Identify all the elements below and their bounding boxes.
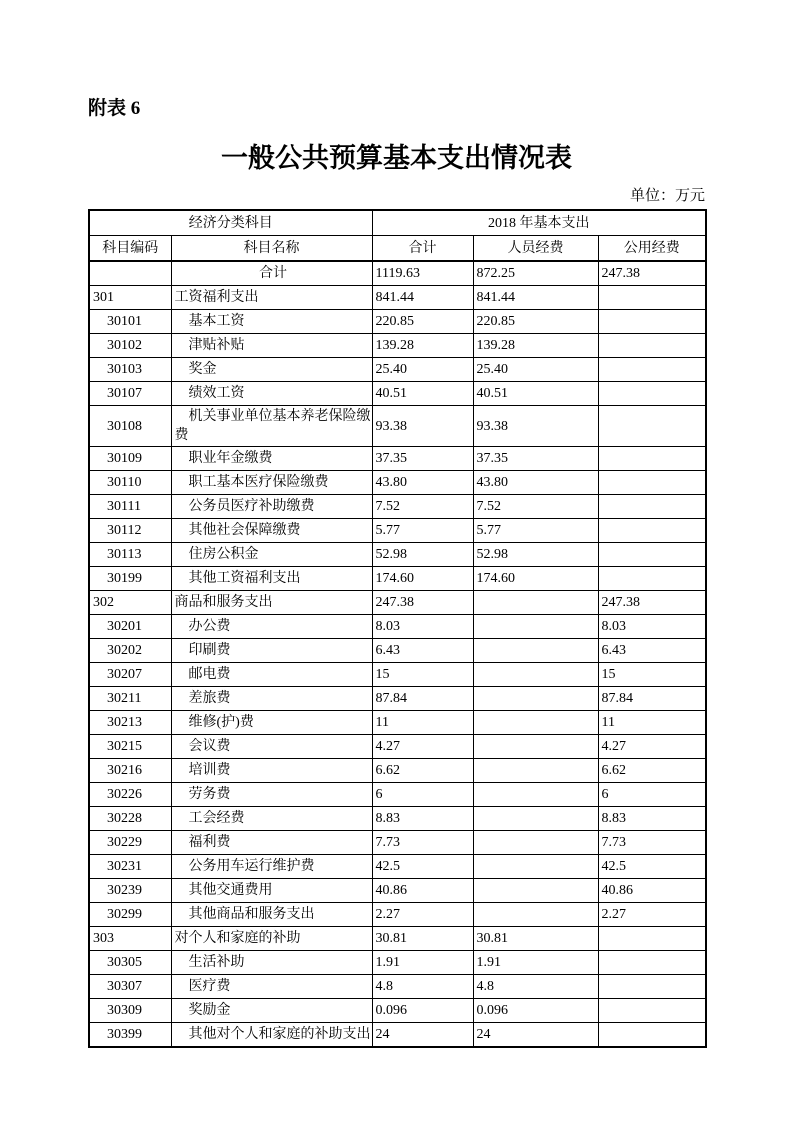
cell-code: 302 [89,591,171,615]
cell-public: 15 [598,663,706,687]
table-row [89,261,706,286]
table-row [89,286,706,310]
table-row [89,879,706,903]
col-header-subject-name: 科目名称 [171,236,372,262]
cell-total: 87.84 [372,687,473,711]
cell-personnel [473,903,598,927]
cell-personnel: 52.98 [473,543,598,567]
cell-name: 劳务费 [171,783,372,807]
table-row [89,591,706,615]
cell-total: 93.38 [372,406,473,447]
cell-name: 医疗费 [171,975,372,999]
page-title: 一般公共预算基本支出情况表 [221,143,572,173]
cell-personnel [473,879,598,903]
cell-code: 30108 [89,406,171,447]
column-header-row [89,236,706,262]
table-row [89,855,706,879]
cell-total: 15 [372,663,473,687]
table-row [89,519,706,543]
cell-name: 职业年金缴费 [171,447,372,471]
cell-total: 4.27 [372,735,473,759]
table-row [89,759,706,783]
cell-code [89,261,171,286]
cell-personnel: 174.60 [473,567,598,591]
cell-personnel [473,591,598,615]
table-row [89,382,706,406]
cell-total: 30.81 [372,927,473,951]
cell-name: 基本工资 [171,310,372,334]
cell-public [598,471,706,495]
cell-personnel: 30.81 [473,927,598,951]
cell-public [598,310,706,334]
cell-total: 40.86 [372,879,473,903]
cell-name: 奖金 [171,358,372,382]
cell-name: 工资福利支出 [171,286,372,310]
cell-personnel: 40.51 [473,382,598,406]
cell-personnel: 0.096 [473,999,598,1023]
cell-personnel: 872.25 [473,261,598,286]
cell-name: 维修(护)费 [171,711,372,735]
cell-personnel [473,639,598,663]
unit-label: 单位：万元 [629,188,705,204]
cell-public [598,927,706,951]
cell-personnel [473,711,598,735]
cell-code: 303 [89,927,171,951]
table-row [89,447,706,471]
cell-name: 差旅费 [171,687,372,711]
cell-name: 其他对个人和家庭的补助支出 [171,1023,372,1048]
table-row [89,543,706,567]
cell-personnel [473,735,598,759]
cell-total: 6.62 [372,759,473,783]
cell-code: 30299 [89,903,171,927]
cell-code: 30215 [89,735,171,759]
cell-personnel: 5.77 [473,519,598,543]
cell-public: 247.38 [598,591,706,615]
cell-code: 30112 [89,519,171,543]
cell-code: 30110 [89,471,171,495]
cell-name: 奖励金 [171,999,372,1023]
cell-name: 合计 [171,261,372,286]
cell-name: 津贴补贴 [171,334,372,358]
cell-total: 43.80 [372,471,473,495]
cell-code: 30101 [89,310,171,334]
col-header-subject-code: 科目编码 [89,236,171,262]
table-row [89,495,706,519]
col-header-total: 合计 [372,236,473,262]
cell-code: 30309 [89,999,171,1023]
cell-public [598,358,706,382]
cell-name: 其他社会保障缴费 [171,519,372,543]
cell-public [598,567,706,591]
table-row [89,687,706,711]
cell-total: 11 [372,711,473,735]
cell-total: 40.51 [372,382,473,406]
cell-name: 生活补助 [171,951,372,975]
cell-public [598,519,706,543]
cell-total: 37.35 [372,447,473,471]
cell-personnel [473,855,598,879]
cell-name: 培训费 [171,759,372,783]
cell-code: 30199 [89,567,171,591]
cell-public: 247.38 [598,261,706,286]
table-row [89,999,706,1023]
table-row [89,807,706,831]
cell-public [598,495,706,519]
cell-personnel [473,663,598,687]
cell-name: 会议费 [171,735,372,759]
table-row [89,903,706,927]
cell-total: 247.38 [372,591,473,615]
table-row [89,927,706,951]
cell-code: 30213 [89,711,171,735]
cell-personnel: 37.35 [473,447,598,471]
col-header-personnel-expense: 人员经费 [473,236,598,262]
cell-public: 6.62 [598,759,706,783]
cell-personnel: 841.44 [473,286,598,310]
cell-public: 2.27 [598,903,706,927]
budget-table [88,209,707,1048]
cell-public: 42.5 [598,855,706,879]
appendix-label: 附表 6 [88,98,141,119]
cell-personnel: 220.85 [473,310,598,334]
cell-public: 6 [598,783,706,807]
cell-public [598,447,706,471]
cell-total: 52.98 [372,543,473,567]
cell-code: 30399 [89,1023,171,1048]
cell-total: 24 [372,1023,473,1048]
table-row [89,783,706,807]
cell-name: 办公费 [171,615,372,639]
table-row [89,471,706,495]
cell-name: 其他交通费用 [171,879,372,903]
cell-public [598,382,706,406]
cell-code: 30226 [89,783,171,807]
cell-code: 30216 [89,759,171,783]
cell-personnel: 93.38 [473,406,598,447]
table-row [89,358,706,382]
cell-name: 机关事业单位基本养老保险缴费 [171,406,372,447]
cell-public: 40.86 [598,879,706,903]
cell-name: 职工基本医疗保险缴费 [171,471,372,495]
cell-public: 7.73 [598,831,706,855]
cell-public: 8.83 [598,807,706,831]
cell-public [598,543,706,567]
cell-total: 6.43 [372,639,473,663]
cell-personnel: 25.40 [473,358,598,382]
cell-name: 公务用车运行维护费 [171,855,372,879]
cell-personnel: 24 [473,1023,598,1048]
cell-total: 174.60 [372,567,473,591]
cell-name: 其他工资福利支出 [171,567,372,591]
cell-total: 0.096 [372,999,473,1023]
cell-personnel: 4.8 [473,975,598,999]
cell-public [598,286,706,310]
cell-code: 30109 [89,447,171,471]
table-row [89,310,706,334]
cell-personnel [473,807,598,831]
cell-total: 42.5 [372,855,473,879]
table-row [89,711,706,735]
cell-name: 其他商品和服务支出 [171,903,372,927]
table-row [89,975,706,999]
cell-public: 6.43 [598,639,706,663]
table-row [89,735,706,759]
col-header-public-expense: 公用经费 [598,236,706,262]
cell-name: 商品和服务支出 [171,591,372,615]
header-2018-basic-expenditure: 2018 年基本支出 [372,210,706,236]
cell-name: 福利费 [171,831,372,855]
cell-public: 87.84 [598,687,706,711]
cell-code: 30211 [89,687,171,711]
cell-total: 8.03 [372,615,473,639]
cell-name: 绩效工资 [171,382,372,406]
group-header-row [89,210,706,236]
cell-public [598,334,706,358]
cell-personnel: 7.52 [473,495,598,519]
table-row [89,615,706,639]
table-row [89,1023,706,1048]
cell-total: 841.44 [372,286,473,310]
table-row [89,951,706,975]
cell-total: 25.40 [372,358,473,382]
table-row [89,639,706,663]
cell-total: 7.73 [372,831,473,855]
table-row [89,406,706,447]
cell-total: 139.28 [372,334,473,358]
cell-personnel [473,783,598,807]
cell-personnel [473,759,598,783]
cell-total: 7.52 [372,495,473,519]
cell-code: 30102 [89,334,171,358]
cell-code: 30207 [89,663,171,687]
cell-personnel: 139.28 [473,334,598,358]
cell-public [598,999,706,1023]
cell-name: 邮电费 [171,663,372,687]
cell-name: 工会经费 [171,807,372,831]
cell-total: 2.27 [372,903,473,927]
cell-public: 11 [598,711,706,735]
cell-code: 30231 [89,855,171,879]
cell-name: 对个人和家庭的补助 [171,927,372,951]
cell-code: 30229 [89,831,171,855]
cell-personnel [473,831,598,855]
cell-total: 8.83 [372,807,473,831]
cell-total: 4.8 [372,975,473,999]
cell-personnel [473,615,598,639]
cell-code: 30107 [89,382,171,406]
cell-total: 5.77 [372,519,473,543]
cell-name: 印刷费 [171,639,372,663]
cell-public: 8.03 [598,615,706,639]
cell-code: 301 [89,286,171,310]
cell-code: 30111 [89,495,171,519]
cell-personnel: 1.91 [473,951,598,975]
cell-code: 30103 [89,358,171,382]
cell-code: 30228 [89,807,171,831]
table-row [89,334,706,358]
table-row [89,567,706,591]
cell-code: 30305 [89,951,171,975]
cell-code: 30201 [89,615,171,639]
cell-code: 30202 [89,639,171,663]
cell-code: 30307 [89,975,171,999]
cell-public [598,1023,706,1048]
cell-public: 4.27 [598,735,706,759]
cell-name: 住房公积金 [171,543,372,567]
cell-total: 6 [372,783,473,807]
cell-total: 220.85 [372,310,473,334]
table-row [89,831,706,855]
cell-code: 30113 [89,543,171,567]
cell-code: 30239 [89,879,171,903]
cell-total: 1.91 [372,951,473,975]
cell-public [598,951,706,975]
cell-public [598,975,706,999]
cell-name: 公务员医疗补助缴费 [171,495,372,519]
cell-personnel: 43.80 [473,471,598,495]
header-economic-category: 经济分类科目 [89,210,372,236]
cell-personnel [473,687,598,711]
cell-public [598,406,706,447]
table-row [89,663,706,687]
cell-total: 1119.63 [372,261,473,286]
